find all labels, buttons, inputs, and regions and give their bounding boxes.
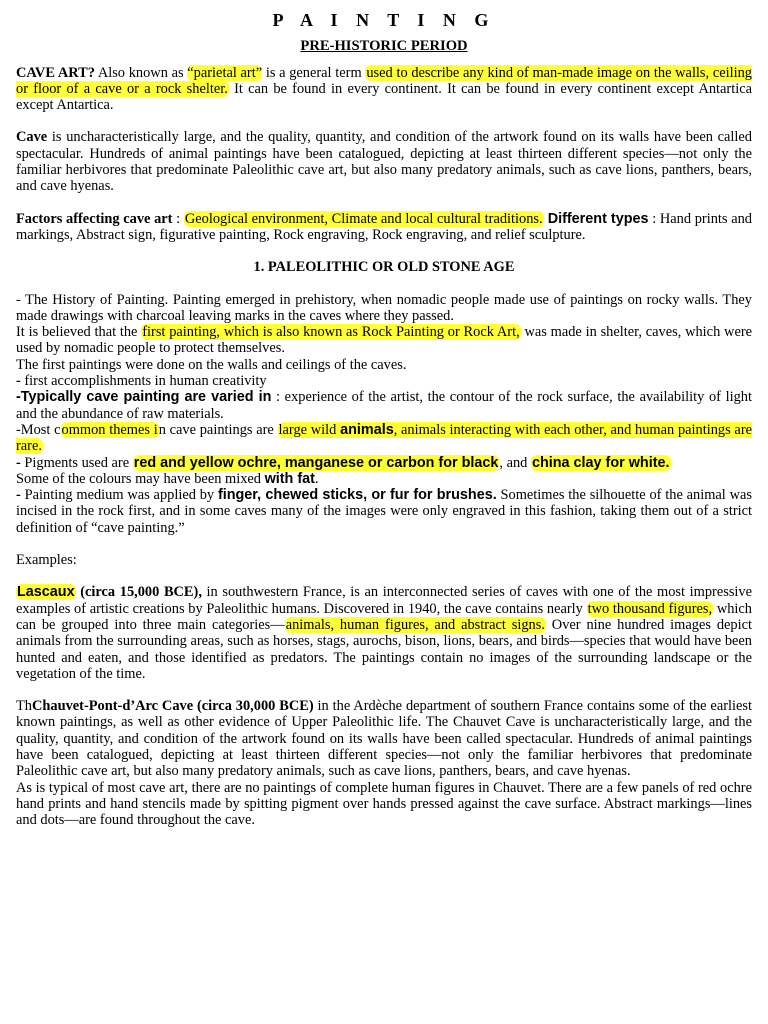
parietal-art-quote: “parietal art”	[187, 64, 263, 81]
page-subtitle: PRE-HISTORIC PERIOD	[300, 38, 468, 55]
section-heading: 1. PALEOLITHIC OR OLD STONE AGE	[253, 259, 515, 276]
text-run: is a general term	[262, 64, 366, 81]
text-run: first accomplishments in human creativity	[20, 373, 267, 390]
highlight: animals, human figures, and abstract signs.	[285, 616, 545, 633]
highlight: two thousand figures,	[587, 600, 713, 617]
bold-run: -Typically cave painting are varied in	[16, 389, 272, 406]
factors-paragraph	[16, 211, 752, 244]
text-run: :	[172, 210, 184, 227]
text-run: , and	[499, 454, 531, 471]
text-run: is uncharacteristically large, and the quality, quantity, and condition of the artwork found on its walls have been called spectacular. Hundreds of animal paintings have been catalogued, depicting at least thirteen different species—not only the familiar herbivores that predominate Paleolithic cave art, but also many predatory animals, such as cave lions, panthers, bears, and cave hyenas.	[16, 129, 752, 195]
cave-art-label: CAVE ART?	[16, 64, 95, 81]
text-run: .	[314, 470, 319, 487]
page-title: P A I N T I N G	[272, 10, 496, 30]
highlight: china clay for white.	[531, 454, 670, 471]
text-run: Sometimes the silhouette of the animal was incised in the rock first, and in some caves many of the images were only engraved in this fashion, taking them out of a strict definition of “cave painting.”	[16, 487, 752, 536]
text-run: , animals interacting with each other, and human paintings are rare.	[16, 421, 753, 455]
text-run: -Most c	[16, 421, 61, 438]
highlight: red and yellow ochre, manganese or carbon for black	[133, 454, 499, 471]
text-run: was made in shelter, caves, which were used by nomadic people to protect themselves.	[16, 324, 753, 357]
text-run: Pigments used are	[20, 454, 133, 471]
highlight: ommon themes i	[61, 421, 158, 438]
paleo-paragraph-6	[16, 422, 752, 455]
paleo-paragraph-1: - The History of Painting. Painting emerged in prehistory, when nomadic people made use of paintings on rocky walls. They made drawings with charcoal leaving marks in the caves where they passed.	[16, 291, 752, 324]
paleo-paragraph-2	[16, 324, 752, 357]
examples-label: Examples:	[16, 552, 77, 569]
lascaux-name: Lascaux	[17, 584, 75, 601]
paleo-paragraph-8	[16, 471, 752, 487]
text-run: Over nine hundred images depict animals from the surrounding areas, such as horses, stags, aurochs, bison, lions, bears, and birds—species that would have been hunted and eaten, and those identified as predators. The paintings contain no images of the surrounding landscape or the vegetation of the time.	[16, 616, 752, 682]
paleo-paragraph-3: The first paintings were done on the walls and ceilings of the caves.	[16, 356, 407, 373]
text-run: Painting medium was applied by	[20, 487, 218, 504]
text-run: n cave paintings are	[158, 421, 278, 438]
paleo-paragraph-7	[16, 455, 752, 471]
factors-label: Factors affecting cave art	[16, 210, 173, 227]
highlight: first painting, which is also known as Rock Painting or Rock Art,	[142, 324, 520, 341]
chauvet-name: Chauvet-Pont-d’Arc Cave (circa 30,000 BCE)	[32, 698, 314, 715]
cave-art-paragraph	[16, 65, 752, 114]
highlight: Geological environment, Climate and local cultural traditions.	[184, 210, 543, 227]
text-run: Also known as	[94, 64, 188, 81]
text-run: in the Ardèche department of southern France contains some of the earliest known paintings, as well as other evidence of Upper Paleolithic life. The Chauvet Cave is uncharacteristically large, and the quality, quantity, and condition of the artwork found on its walls have been called spectacular. Hundreds of animal paintings have been catalogued, depicting at least thirteen different species—not only the familiar herbivores that predominate Paleolithic cave art, but also many predatory animals, such as cave lions, panthers, bears, and cave hyenas.	[16, 698, 752, 780]
text-run: It can be found in every continent. It can be found in every continent except Antartica except Antartica.	[16, 80, 752, 114]
lascaux-paragraph	[16, 584, 752, 682]
text-run: Some of the colours may have been mixed	[16, 470, 265, 487]
text-run: : experience of the artist, the contour of the rock surface, the availability of light and the abundance of raw materials.	[16, 389, 752, 422]
text-run: in southwestern France, is an interconnected series of caves with one of the most impressive examples of artistic creations by Paleolithic humans. Discovered in 1940, the cave contains nearly	[16, 584, 753, 617]
text-run: large wild	[278, 421, 341, 438]
text-run: Th	[16, 698, 32, 715]
paleo-paragraph-9	[16, 487, 752, 536]
paleo-paragraph-4	[16, 373, 752, 389]
paleo-paragraph-5	[16, 389, 752, 422]
bold-run: finger, chewed sticks, or fur for brushes.	[217, 487, 497, 504]
dash: -	[16, 373, 21, 390]
text-run: which can be grouped into three main categories—	[16, 600, 752, 633]
cave-paragraph	[16, 129, 752, 194]
highlight: used to describe any kind of man-made image on the walls, ceiling or floor of a cave or a rock shelter.	[16, 64, 752, 97]
bold-run: animals	[340, 421, 394, 438]
bold-run: with fat	[264, 470, 315, 487]
text-run: It is believed that the	[16, 324, 142, 341]
text-run: : Hand prints and markings, Abstract sign, figurative painting, Rock engraving, Rock engraving, and relief sculpture.	[16, 210, 752, 243]
dash: -	[16, 454, 21, 471]
dash: -	[16, 487, 21, 504]
cave-label: Cave	[16, 129, 48, 146]
types-label: Different types	[543, 210, 649, 227]
chauvet-paragraph-2: As is typical of most cave art, there are no paintings of complete human figures in Chauvet. There are a few panels of red ochre hand prints and hand stencils made by spitting pigment over hands pressed against the cave surface. Abstract markings—lines and dots—are found throughout the cave.	[16, 779, 752, 829]
bold-run: (circa 15,000 BCE),	[75, 584, 202, 601]
chauvet-paragraph	[16, 698, 752, 779]
